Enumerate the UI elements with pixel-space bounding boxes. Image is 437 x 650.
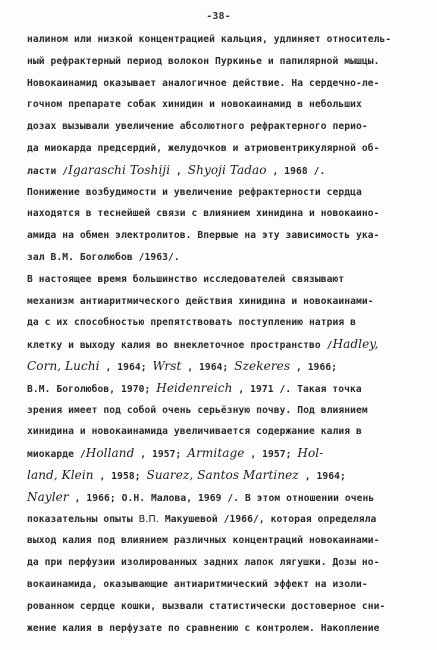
page-number: -38- — [206, 11, 231, 22]
typed-text: , 1966; О.Н. Малова, 1969 /. В этом отношении очень — [68, 492, 375, 504]
typed-text: да миокарда предсердий, желудочков и атриовентрикулярной об- — [27, 142, 380, 154]
text-line — [27, 29, 427, 51]
handwritten-initials: В.П. — [138, 513, 159, 525]
typed-text: налином или низкой концентрацией кальция, удлиняет относитель- — [27, 34, 392, 45]
handwritten-reference: Corn, Luchi — [27, 358, 100, 373]
text-line — [27, 51, 427, 73]
text-line — [27, 116, 427, 138]
text-line — [27, 138, 427, 160]
typed-text: , 1957; — [134, 449, 188, 461]
text-line — [27, 269, 427, 291]
typed-text: , 1968 /. — [266, 165, 326, 177]
text-line — [27, 443, 427, 465]
typed-text: , 1957; — [244, 449, 298, 461]
text-line — [27, 487, 427, 509]
text-line — [27, 596, 427, 618]
text-line — [27, 574, 427, 596]
text-line — [27, 312, 427, 334]
text-line — [27, 378, 427, 400]
handwritten-reference: Heidenreich — [156, 380, 233, 395]
typed-text: , 1966; — [290, 361, 338, 373]
typed-text: клетку и выходу калия во внеклеточное пространство / — [27, 340, 333, 352]
text-line — [27, 225, 427, 247]
typed-text: , 1971 /. Такая точка — [232, 383, 362, 395]
text-line — [27, 182, 427, 204]
text-line — [27, 465, 427, 487]
typed-text: зал В.М. Боголюбов /1963/. — [27, 251, 180, 263]
typed-text: гочном препарате собак хинидин и новокаинамид в небольших — [27, 99, 362, 111]
handwritten-reference: Hol- — [297, 446, 324, 461]
typed-text: зрения имеет под собой очень серьёзную почву. Под влиянием — [27, 404, 368, 416]
text-line — [27, 203, 427, 225]
typed-text: да при перфузии изолированных задних лапок лягушки. Дозы но- — [27, 557, 380, 569]
text-line — [27, 530, 427, 552]
text-line — [27, 247, 427, 269]
typed-text: показательны опыты — [27, 513, 139, 525]
text-line — [27, 509, 427, 531]
typed-text: вокаинамида, оказывающие антиаритмический эффект на изоли- — [27, 578, 368, 590]
typed-text: В настоящее время большинство исследователей связывают — [27, 273, 345, 285]
typed-text: , 1964; — [99, 361, 153, 373]
typed-text: В.М. Боголюбов, 1970; — [27, 383, 157, 395]
handwritten-reference: Holland — [85, 446, 135, 461]
typed-text: хинидина и новокаинамида увеличивается содержание калия в — [27, 426, 362, 438]
typed-text: Новокаинамид оказывает аналогичное действие. На сердечно-ле- — [27, 77, 380, 89]
text-line — [27, 94, 427, 116]
typed-text: ласти / — [27, 165, 69, 177]
typed-text: механизм антиаритмического действия хинидина и новокаинами- — [27, 295, 374, 307]
typed-text: , 1964; — [181, 361, 235, 373]
typed-text: находятся в теснейшей связи с влиянием хинидина и новокаино- — [27, 208, 380, 220]
body-text — [27, 29, 427, 639]
text-line — [27, 618, 427, 640]
text-line — [27, 73, 427, 95]
typed-text: , — [170, 165, 188, 177]
handwritten-reference: Szekeres — [234, 358, 291, 373]
typed-text: миокарде / — [27, 449, 86, 461]
handwritten-reference: Igaraschi Toshiji — [68, 162, 171, 177]
handwritten-reference: Wrst — [152, 358, 182, 373]
typed-text: выход калия под влиянием различных концентраций новокаинами- — [27, 535, 380, 547]
text-line — [27, 552, 427, 574]
text-line — [27, 291, 427, 313]
typed-text: Понижение возбудимости и увеличение рефрактерности сердца — [27, 186, 362, 198]
typed-text: амида на обмен электролитов. Впервые на эту зависимость ука- — [27, 230, 380, 242]
text-line — [27, 160, 427, 182]
typed-text: , 1958; — [93, 470, 147, 482]
typed-text: , 1964; — [298, 470, 346, 482]
handwritten-reference: Hadley, — [332, 337, 379, 352]
typed-text: рованном сердце кошки, вызвали статистически достоверное сни- — [27, 600, 386, 612]
handwritten-reference: Suarez, Santos Martinez — [146, 467, 299, 482]
handwritten-reference: Armitage — [187, 446, 245, 461]
handwritten-reference: Nayler — [27, 489, 69, 504]
typed-text: да с их способностью препятствовать поступлению натрия в — [27, 317, 357, 329]
typed-text: ный рефрактерный период волокон Пуркинье и папилярной мышцы. — [27, 55, 380, 67]
handwritten-reference: Shyoji Tadao — [187, 162, 267, 177]
typed-text: жение калия в перфузате по сравнению с контролем. Накопление — [27, 622, 380, 634]
text-line — [27, 400, 427, 422]
typed-text: дозах вызывали увеличение абсолютного рефрактерного перио- — [27, 121, 368, 133]
text-line — [27, 334, 427, 356]
typed-text: Макушевой /1966/, которая определяла — [158, 513, 377, 525]
handwritten-reference: land, Klein — [27, 467, 94, 482]
text-line — [27, 421, 427, 443]
text-line — [27, 356, 427, 378]
